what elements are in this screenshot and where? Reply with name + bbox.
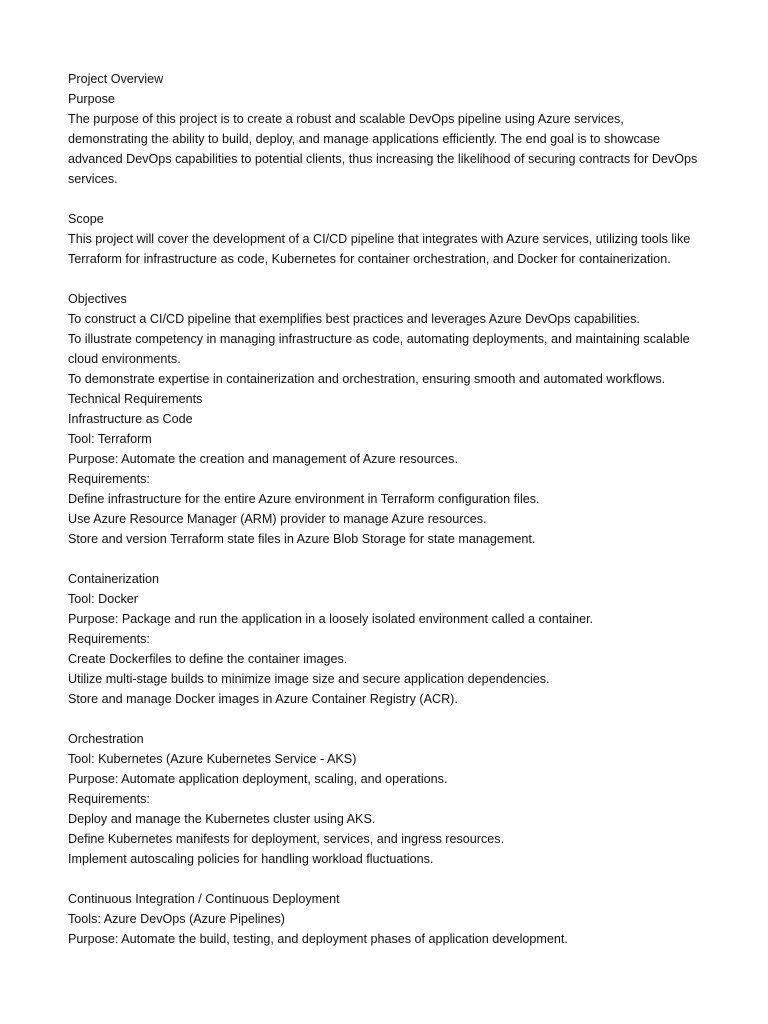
document-line: Requirements: (68, 632, 150, 646)
blank-line (68, 709, 718, 729)
document-line: Purpose: Package and run the application in a loosely isolated environment called a container. (68, 612, 594, 626)
document-line: To demonstrate expertise in containerization and orchestration, ensuring smooth and automated workflows. (68, 372, 666, 386)
blank-line (68, 549, 718, 569)
blank-line (68, 189, 718, 209)
document-line: To construct a CI/CD pipeline that exemplifies best practices and leverages Azure DevOps capabilities. (68, 312, 640, 326)
document-line: Store and manage Docker images in Azure Container Registry (ACR). (68, 692, 458, 706)
document-line: To illustrate competency in managing infrastructure as code, automating deployments, and maintaining scalable (68, 332, 690, 346)
document-line: Tool: Kubernetes (Azure Kubernetes Service - AKS) (68, 752, 357, 766)
document-line: demonstrating the ability to build, deploy, and manage applications efficiently. The end goal is to showcase (68, 132, 661, 146)
document-line: Tool: Docker (68, 592, 138, 606)
blank-line (68, 269, 718, 289)
document-line: Continuous Integration / Continuous Deployment (68, 892, 340, 906)
document-line: Infrastructure as Code (68, 412, 193, 426)
document-line: Utilize multi-stage builds to minimize image size and secure application dependencies. (68, 672, 550, 686)
document-line: Use Azure Resource Manager (ARM) provider to manage Azure resources. (68, 512, 487, 526)
document-line: The purpose of this project is to create a robust and scalable DevOps pipeline using Azure services, (68, 112, 624, 126)
document-page (68, 69, 718, 949)
document-line: Project Overview (68, 72, 164, 86)
document-line: Technical Requirements (68, 392, 203, 406)
document-line: advanced DevOps capabilities to potential clients, thus increasing the likelihood of securing contracts for DevOps (68, 152, 698, 166)
document-line: Terraform for infrastructure as code, Kubernetes for container orchestration, and Docker for containerization. (68, 252, 671, 266)
document-line: Purpose: Automate application deployment, scaling, and operations. (68, 772, 448, 786)
document-line: Orchestration (68, 732, 144, 746)
document-line: Create Dockerfiles to define the container images. (68, 652, 348, 666)
document-line: Tools: Azure DevOps (Azure Pipelines) (68, 912, 285, 926)
document-line: Purpose: Automate the build, testing, and deployment phases of application development. (68, 932, 568, 946)
document-line: Implement autoscaling policies for handling workload fluctuations. (68, 852, 434, 866)
document-line: Purpose: Automate the creation and management of Azure resources. (68, 452, 458, 466)
document-line: Purpose (68, 92, 115, 106)
blank-line (68, 869, 718, 889)
document-line: Scope (68, 212, 104, 226)
document-line: cloud environments. (68, 352, 181, 366)
document-line: Objectives (68, 292, 127, 306)
document-line: This project will cover the development of a CI/CD pipeline that integrates with Azure services, utilizing tools like (68, 232, 691, 246)
document-line: Store and version Terraform state files in Azure Blob Storage for state management. (68, 532, 536, 546)
document-line: Define Kubernetes manifests for deployment, services, and ingress resources. (68, 832, 505, 846)
document-line: Requirements: (68, 472, 150, 486)
document-line: Define infrastructure for the entire Azure environment in Terraform configuration files. (68, 492, 540, 506)
document-line: Tool: Terraform (68, 432, 152, 446)
document-line: Requirements: (68, 792, 150, 806)
document-line: Deploy and manage the Kubernetes cluster using AKS. (68, 812, 376, 826)
document-line: Containerization (68, 572, 160, 586)
document-line: services. (68, 172, 118, 186)
